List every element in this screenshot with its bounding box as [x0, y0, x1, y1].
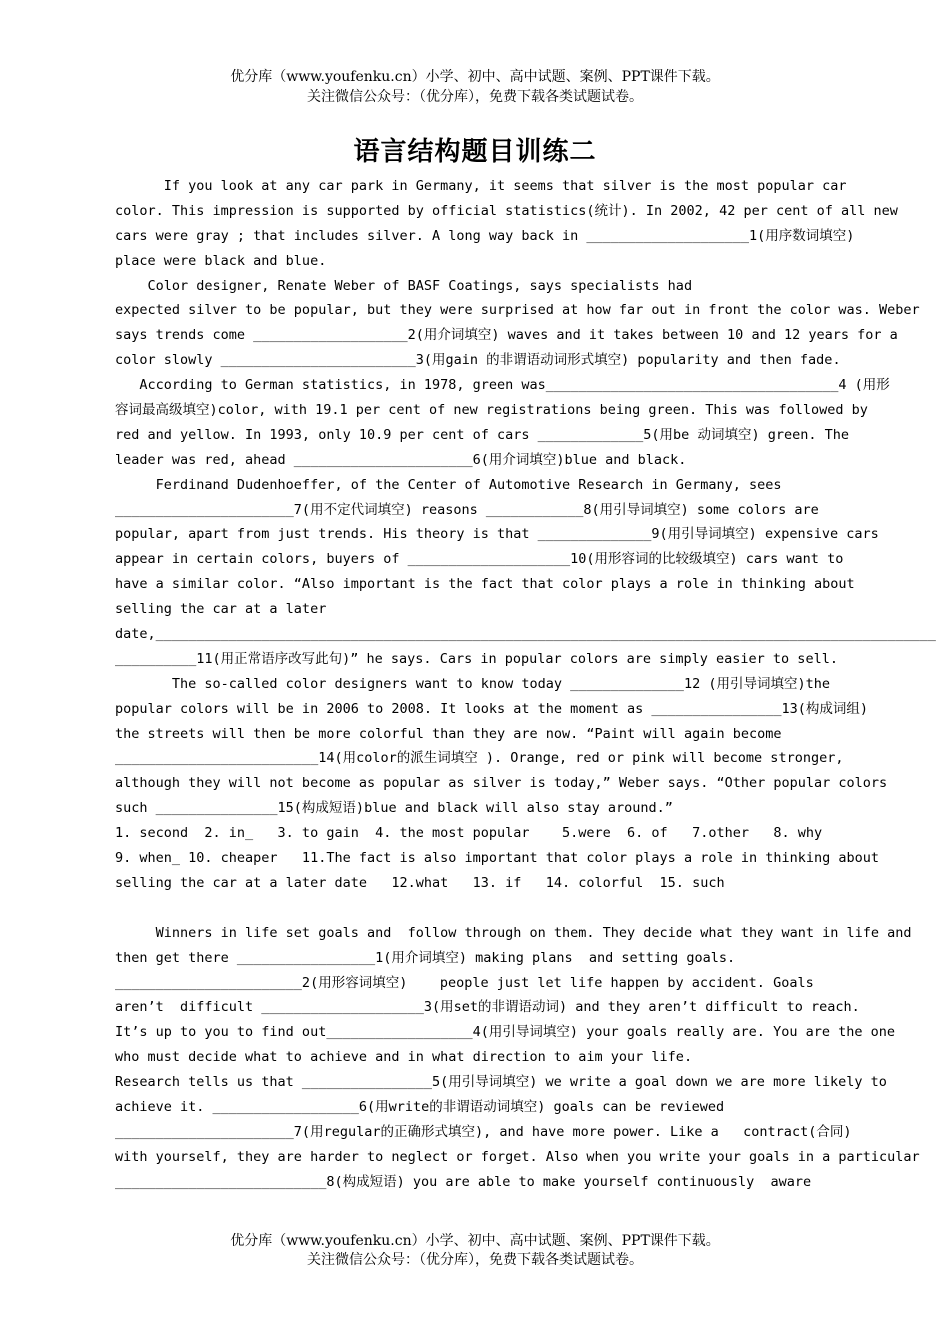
text-line: the streets will then be more colorful than they are now. “Paint will again become: [115, 725, 782, 742]
text-line: 9. when_ 10. cheaper 11.The fact is also important that color plays a role in thinking about: [115, 850, 880, 867]
header-line-2: 关注微信公众号：（优分库），免费下载各类试题试卷。: [307, 89, 643, 105]
text-line: Winners in life set goals and follow through on them. They decide what they want in life and: [115, 924, 912, 941]
text-line: popular colors will be in 2006 to 2008. It looks at the moment as ________________13(构成词组): [115, 700, 868, 717]
header-line-1: 优分库（www.youfenku.cn）小学、初中、高中试题、案例、PPT课件下载。: [230, 69, 720, 85]
text-line: appear in certain colors, buyers of ____________________10(用形容词的比较级填空) cars want to: [115, 551, 844, 568]
text-line: red and yellow. In 1993, only 10.9 per cent of cars _____________5(用be 动词填空) green. The: [115, 426, 849, 443]
text-line: such _______________15(构成短语)blue and black will also stay around.”: [115, 800, 673, 817]
text-line: [115, 896, 945, 921]
text-line: Color designer, Renate Weber of BASF Coatings, says specialists had: [115, 277, 693, 294]
text-line: The so-called color designers want to know today ______________12 (用引导词填空)the: [115, 675, 830, 692]
text-line: ______________________7(用regular的正确形式填空), and have more power. Like a contract(合同): [115, 1123, 852, 1140]
text-line: __________________________8(构成短语) you are able to make yourself continuously aware: [115, 1173, 812, 1190]
text-line: color slowly ________________________3(用gain 的非谓语动词形式填空) popularity and then fade.: [115, 352, 841, 369]
text-line: expected silver to be popular, but they were surprised at how far out in front the color was. Weber: [115, 302, 920, 319]
text-line: __________11(用正常语序改写此句)” he says. Cars in popular colors are simply easier to sell.: [115, 650, 838, 667]
text-line: 容词最高级填空)color, with 19.1 per cent of new registrations being green. This was followed by: [115, 402, 868, 419]
text-line: have a similar color. “Also important is the fact that color plays a role in thinking about: [115, 576, 855, 593]
text-line: leader was red, ahead ______________________6(用介词填空)blue and black.: [115, 451, 687, 468]
text-line: It’s up to you to find out__________________4(用引导词填空) your goals really are. You are the one: [115, 1024, 895, 1041]
text-line: place were black and blue.: [115, 252, 327, 269]
text-line: ______________________7(用不定代词填空) reasons ____________8(用引导词填空) some colors are: [115, 501, 819, 518]
text-line: color. This impression is supported by official statistics(统计). In 2002, 42 per cent of all new: [115, 202, 898, 219]
text-line: cars were gray ; that includes silver. A long way back in ____________________1(用序数词填空): [115, 227, 855, 244]
text-line: _______________________2(用形容词填空) people just let life happen by accident. Goals: [115, 974, 814, 991]
passage-body: [115, 174, 945, 1195]
page-title: 语言结构题目训练二: [353, 137, 597, 167]
text-line: popular, apart from just trends. His theory is that ______________9(用引导词填空) expensive cars: [115, 526, 879, 543]
text-line: According to German statistics, in 1978, green was____________________________________4 (用形: [115, 377, 890, 394]
text-line: although they will not become as popular as silver is today,” Weber says. “Other popular colors: [115, 775, 888, 792]
text-line: selling the car at a later: [115, 601, 327, 618]
text-line: If you look at any car park in Germany, it seems that silver is the most popular car: [115, 178, 847, 194]
text-line: who must decide what to achieve and in what direction to aim your life.: [115, 1049, 693, 1066]
text-line: date,________________________________________________________________________________________________: [115, 626, 936, 643]
text-line: with yourself, they are harder to neglect or forget. Also when you write your goals in a particular: [115, 1148, 920, 1165]
text-line: Ferdinand Dudenhoeffer, of the Center of Automotive Research in Germany, sees: [115, 476, 782, 493]
text-line: Research tells us that ________________5(用引导词填空) we write a goal down we are more likely to: [115, 1074, 887, 1091]
footer-line-1: 优分库（www.youfenku.cn）小学、初中、高中试题、案例、PPT课件下载。: [230, 1233, 720, 1249]
text-line: _________________________14(用color的派生词填空 ). Orange, red or pink will become stronger,: [115, 750, 844, 767]
footer-line-2: 关注微信公众号：（优分库），免费下载各类试题试卷。: [307, 1252, 643, 1268]
text-line: then get there _________________1(用介词填空) making plans and setting goals.: [115, 949, 736, 966]
text-line: achieve it. __________________6(用write的非谓语动词填空) goals can be reviewed: [115, 1098, 725, 1115]
text-line: says trends come ___________________2(用介词填空) waves and it takes between 10 and 12 years for a: [115, 327, 898, 344]
text-line: selling the car at a later date 12.what 13. if 14. colorful 15. such: [115, 874, 725, 891]
text-line: 1. second 2. in_ 3. to gain 4. the most popular 5.were 6. of 7.other 8. why: [115, 825, 823, 842]
text-line: aren’t difficult ____________________3(用set的非谓语动词) and they aren’t difficult to reach.: [115, 999, 860, 1016]
